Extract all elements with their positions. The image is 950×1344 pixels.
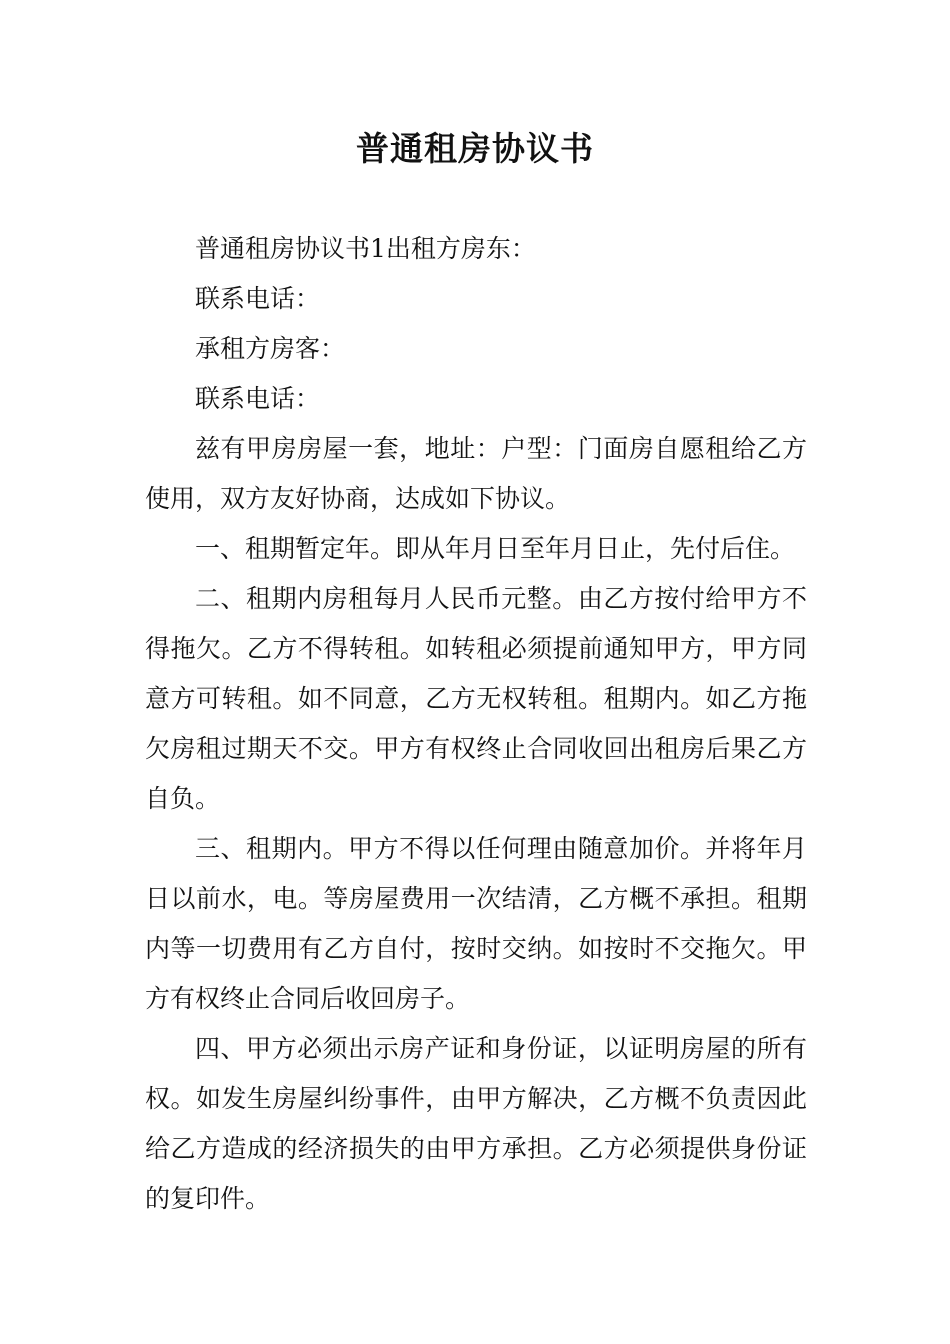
paragraph-landlord-phone: 联系电话： [195, 284, 321, 313]
paragraph-clause-4: 四、甲方必须出示房产证和身份证，以证明房屋的所有权。如发生房屋纠纷事件，由甲方解决，乙方概不负责因此给乙方造成的经济损失的由甲方承担。乙方必须提供身份证的复印件。 [145, 1034, 807, 1213]
paragraph-clause-3: 三、租期内。甲方不得以任何理由随意加价。并将年月日以前水，电。等房屋费用一次结清，乙方概不承担。租期内等一切费用有乙方自付，按时交纳。如按时不交拖欠。甲方有权终止合同后收回房子。 [145, 834, 807, 1013]
paragraph-clause-2: 二、租期内房租每月人民币元整。由乙方按付给甲方不得拖欠。乙方不得转租。如转租必须提前通知甲方，甲方同意方可转租。如不同意，乙方无权转租。租期内。如乙方拖欠房租过期天不交。甲方有权终止合同收回出租房后果乙方自负。 [145, 584, 807, 813]
paragraph-tenant-phone: 联系电话： [195, 384, 321, 413]
paragraph-clause-1: 一、租期暂定年。即从年月日至年月日止，先付后住。 [195, 534, 796, 563]
document-body [145, 224, 807, 1224]
document-title: 普通租房协议书 [356, 129, 594, 168]
paragraph-tenant: 承租方房客： [195, 334, 346, 363]
paragraph-intro: 兹有甲房房屋一套，地址：户型：门面房自愿租给乙方使用，双方友好协商，达成如下协议。 [145, 434, 807, 513]
paragraph-landlord: 普通租房协议书1出租方房东： [195, 234, 536, 263]
